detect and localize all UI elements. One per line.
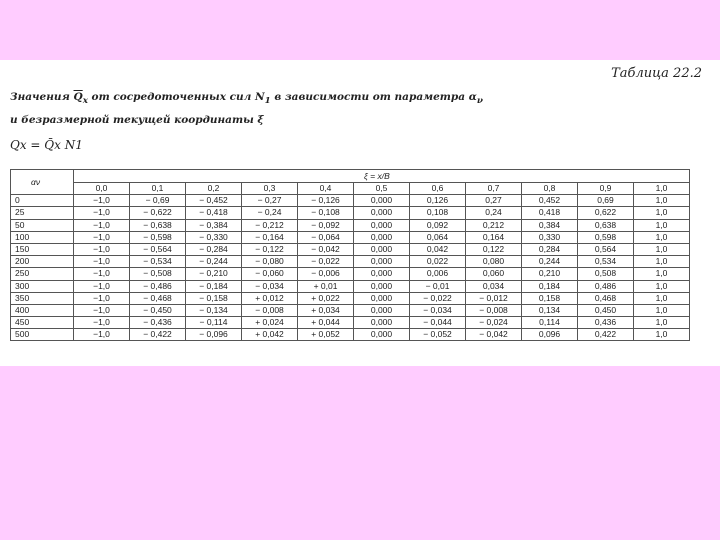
table-heading (10, 88, 650, 130)
value-cell: 0,210 (522, 268, 578, 280)
value-cell: −1,0 (74, 317, 130, 329)
value-cell: − 0,060 (242, 268, 298, 280)
alpha-cell: 100 (11, 231, 74, 243)
value-cell: − 0,122 (242, 243, 298, 255)
value-cell: 0,638 (578, 219, 634, 231)
alpha-cell: 150 (11, 243, 74, 255)
value-cell: − 0,468 (130, 292, 186, 304)
heading-text-2: от сосредоточенных сил (87, 91, 256, 103)
value-cell: 1,0 (634, 268, 690, 280)
table-row (11, 256, 690, 268)
table-header-row-2 (11, 183, 690, 195)
table-row (11, 292, 690, 304)
value-cell: 0,27 (466, 195, 522, 207)
value-cell: + 0,022 (298, 292, 354, 304)
column-header: 0,2 (186, 183, 242, 195)
value-cell: − 0,450 (130, 304, 186, 316)
value-cell: − 0,284 (186, 243, 242, 255)
alpha-cell: 25 (11, 207, 74, 219)
value-cell: − 0,01 (410, 280, 466, 292)
value-cell: 1,0 (634, 256, 690, 268)
value-cell: 1,0 (634, 195, 690, 207)
value-cell: −1,0 (74, 219, 130, 231)
value-cell: 0,000 (354, 292, 410, 304)
value-cell: −1,0 (74, 329, 130, 341)
value-cell: 0,126 (410, 195, 466, 207)
value-cell: − 0,622 (130, 207, 186, 219)
value-cell: 0,486 (578, 280, 634, 292)
value-cell: 1,0 (634, 231, 690, 243)
value-cell: 0,092 (410, 219, 466, 231)
value-cell: 0,006 (410, 268, 466, 280)
value-cell: − 0,486 (130, 280, 186, 292)
value-cell: − 0,108 (298, 207, 354, 219)
table-row (11, 243, 690, 255)
value-cell: 0,164 (466, 231, 522, 243)
value-cell: 0,384 (522, 219, 578, 231)
column-header: 0,9 (578, 183, 634, 195)
value-cell: 0,060 (466, 268, 522, 280)
value-cell: − 0,534 (130, 256, 186, 268)
column-header: 0,4 (298, 183, 354, 195)
value-cell: − 0,080 (242, 256, 298, 268)
value-cell: + 0,052 (298, 329, 354, 341)
value-cell: 0,564 (578, 243, 634, 255)
value-cell: 0,000 (354, 256, 410, 268)
value-cell: 0,508 (578, 268, 634, 280)
column-header: 1,0 (634, 183, 690, 195)
value-cell: 0,000 (354, 231, 410, 243)
value-cell: + 0,012 (242, 292, 298, 304)
heading-line-2: и безразмерной текущей координаты ξ (10, 114, 264, 127)
value-cell: −1,0 (74, 268, 130, 280)
value-cell: − 0,330 (186, 231, 242, 243)
value-cell: − 0,24 (242, 207, 298, 219)
value-cell: − 0,092 (298, 219, 354, 231)
alpha-cell: 250 (11, 268, 74, 280)
value-cell: 0,158 (522, 292, 578, 304)
value-cell: − 0,212 (242, 219, 298, 231)
value-cell: 0,622 (578, 207, 634, 219)
value-cell: − 0,006 (298, 268, 354, 280)
document-page (0, 60, 720, 366)
table-row (11, 304, 690, 316)
value-cell: 0,134 (522, 304, 578, 316)
table-row (11, 231, 690, 243)
value-cell: − 0,008 (466, 304, 522, 316)
value-cell: 1,0 (634, 280, 690, 292)
value-cell: 0,24 (466, 207, 522, 219)
alpha-cell: 500 (11, 329, 74, 341)
value-cell: 0,468 (578, 292, 634, 304)
value-cell: 0,064 (410, 231, 466, 243)
value-cell: − 0,210 (186, 268, 242, 280)
value-cell: 0,108 (410, 207, 466, 219)
value-cell: 0,452 (522, 195, 578, 207)
value-cell: 0,436 (578, 317, 634, 329)
value-cell: 0,244 (522, 256, 578, 268)
table-row (11, 280, 690, 292)
value-cell: −1,0 (74, 292, 130, 304)
value-cell: 0,000 (354, 280, 410, 292)
value-cell: − 0,184 (186, 280, 242, 292)
value-cell: 0,000 (354, 243, 410, 255)
column-header: 0,0 (74, 183, 130, 195)
formula: Qx = Q̄x N1 (10, 138, 83, 152)
value-cell: + 0,01 (298, 280, 354, 292)
value-cell: − 0,042 (298, 243, 354, 255)
column-header: 0,3 (242, 183, 298, 195)
table-row (11, 219, 690, 231)
value-cell: 0,042 (410, 243, 466, 255)
value-cell: 1,0 (634, 292, 690, 304)
value-cell: − 0,422 (130, 329, 186, 341)
alpha-symbol: α (468, 91, 477, 103)
value-cell: − 0,418 (186, 207, 242, 219)
value-cell: − 0,638 (130, 219, 186, 231)
value-cell: + 0,024 (242, 317, 298, 329)
table-row (11, 317, 690, 329)
value-cell: − 0,598 (130, 231, 186, 243)
value-cell: 0,418 (522, 207, 578, 219)
value-cell: − 0,044 (410, 317, 466, 329)
column-header: 0,8 (522, 183, 578, 195)
value-cell: 0,022 (410, 256, 466, 268)
value-cell: 0,534 (578, 256, 634, 268)
column-header: 0,1 (130, 183, 186, 195)
value-cell: 0,000 (354, 268, 410, 280)
alpha-cell: 400 (11, 304, 74, 316)
alpha-subscript: ν (476, 96, 483, 107)
value-cell: − 0,134 (186, 304, 242, 316)
value-cell: 0,598 (578, 231, 634, 243)
value-cell: 0,69 (578, 195, 634, 207)
value-cell: 0,000 (354, 207, 410, 219)
value-cell: − 0,096 (186, 329, 242, 341)
value-cell: − 0,022 (298, 256, 354, 268)
table-caption: Таблица 22.2 (611, 66, 702, 81)
heading-text-3: в зависимости от параметра (270, 91, 469, 103)
alpha-cell: 300 (11, 280, 74, 292)
value-cell: −1,0 (74, 256, 130, 268)
value-cell: 0,184 (522, 280, 578, 292)
alpha-cell: 0 (11, 195, 74, 207)
column-header: 0,6 (410, 183, 466, 195)
table-header-row-1 (11, 170, 690, 183)
value-cell: 0,122 (466, 243, 522, 255)
value-cell: 0,450 (578, 304, 634, 316)
value-cell: − 0,064 (298, 231, 354, 243)
value-cell: − 0,384 (186, 219, 242, 231)
value-cell: − 0,564 (130, 243, 186, 255)
value-cell: − 0,022 (410, 292, 466, 304)
value-cell: − 0,034 (242, 280, 298, 292)
alpha-cell: 50 (11, 219, 74, 231)
value-cell: 0,284 (522, 243, 578, 255)
value-cell: + 0,034 (298, 304, 354, 316)
value-cell: 1,0 (634, 329, 690, 341)
value-cell: − 0,052 (410, 329, 466, 341)
value-cell: − 0,27 (242, 195, 298, 207)
alpha-cell: 200 (11, 256, 74, 268)
value-cell: − 0,244 (186, 256, 242, 268)
value-cell: + 0,042 (242, 329, 298, 341)
q-symbol: $\overline{Q}$ (73, 91, 83, 103)
value-cell: 0,212 (466, 219, 522, 231)
xi-header: ξ = x/B (74, 170, 690, 183)
value-cell: − 0,508 (130, 268, 186, 280)
table-row (11, 329, 690, 341)
value-cell: 0,000 (354, 304, 410, 316)
value-cell: − 0,126 (298, 195, 354, 207)
value-cell: 0,096 (522, 329, 578, 341)
table-row (11, 207, 690, 219)
value-cell: −1,0 (74, 280, 130, 292)
value-cell: 1,0 (634, 317, 690, 329)
column-header: 0,5 (354, 183, 410, 195)
value-cell: −1,0 (74, 243, 130, 255)
value-cell: − 0,69 (130, 195, 186, 207)
value-cell: −1,0 (74, 231, 130, 243)
value-cell: − 0,042 (466, 329, 522, 341)
value-cell: −1,0 (74, 195, 130, 207)
value-cell: −1,0 (74, 304, 130, 316)
value-cell: − 0,114 (186, 317, 242, 329)
alpha-column-header: αν (11, 170, 74, 195)
value-cell: 0,000 (354, 219, 410, 231)
value-cell: 0,000 (354, 329, 410, 341)
value-cell: 1,0 (634, 219, 690, 231)
value-cell: − 0,164 (242, 231, 298, 243)
table-row (11, 195, 690, 207)
alpha-cell: 450 (11, 317, 74, 329)
value-cell: − 0,436 (130, 317, 186, 329)
value-cell: − 0,008 (242, 304, 298, 316)
value-cell: − 0,158 (186, 292, 242, 304)
value-cell: 1,0 (634, 304, 690, 316)
column-header: 0,7 (466, 183, 522, 195)
value-cell: 0,000 (354, 195, 410, 207)
n-subscript: 1 (264, 96, 271, 107)
value-cell: 1,0 (634, 207, 690, 219)
value-cell: − 0,024 (466, 317, 522, 329)
value-cell: 0,330 (522, 231, 578, 243)
value-cell: 0,000 (354, 317, 410, 329)
value-cell: − 0,034 (410, 304, 466, 316)
heading-text-1: Значения (10, 91, 74, 103)
table-row (11, 268, 690, 280)
value-cell: −1,0 (74, 207, 130, 219)
value-cell: 0,114 (522, 317, 578, 329)
alpha-cell: 350 (11, 292, 74, 304)
value-cell: + 0,044 (298, 317, 354, 329)
values-table (10, 169, 690, 341)
value-cell: 0,080 (466, 256, 522, 268)
q-subscript: x (82, 96, 88, 107)
value-cell: − 0,452 (186, 195, 242, 207)
value-cell: 0,034 (466, 280, 522, 292)
table-body (11, 195, 690, 341)
n-symbol: N (255, 91, 265, 103)
value-cell: 0,422 (578, 329, 634, 341)
value-cell: − 0,012 (466, 292, 522, 304)
value-cell: 1,0 (634, 243, 690, 255)
